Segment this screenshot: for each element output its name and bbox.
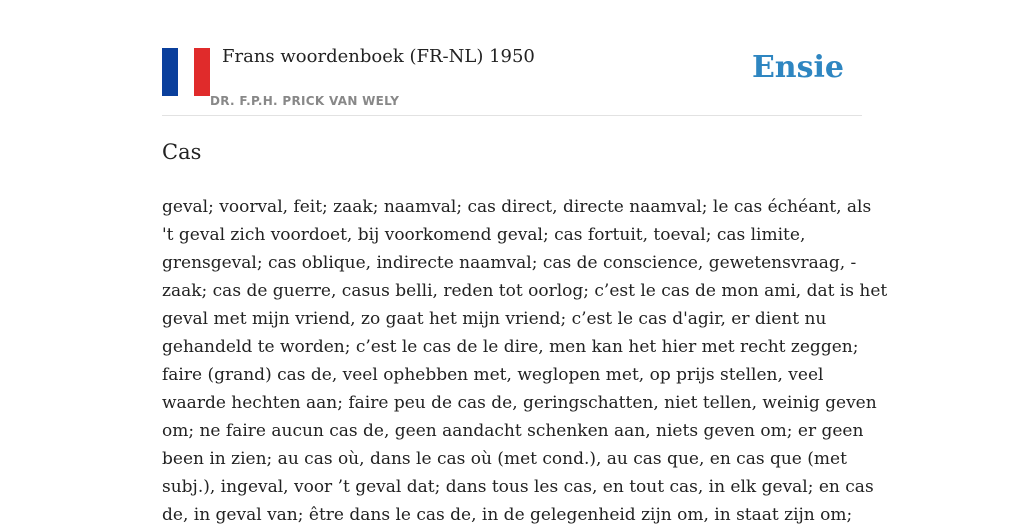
definition-line: om; ne faire aucun cas de, geen aandacht schenken aan, niets geven om; er geen	[162, 421, 864, 441]
dictionary-title[interactable]: Frans woordenboek (FR-NL) 1950	[222, 46, 535, 67]
france-flag-svg	[162, 48, 210, 96]
definition-line: 't geval zich voordoet, bij voorkomend geval; cas fortuit, toeval; cas limite,	[162, 225, 806, 245]
flag-white-band	[178, 48, 194, 96]
header-divider	[162, 115, 862, 116]
entry-title: Cas	[162, 140, 202, 164]
dictionary-author: DR. F.P.H. PRICK VAN WELY	[210, 94, 400, 108]
definition-line: geval met mijn vriend, zo gaat het mijn vriend; c’est le cas d'agir, er dient nu	[162, 309, 827, 329]
france-flag-icon	[162, 48, 210, 96]
definition-line: geval; voorval, feit; zaak; naamval; cas direct, directe naamval; le cas échéant, als	[162, 197, 872, 217]
definition-line: been in zien; au cas où, dans le cas où (met cond.), au cas que, en cas que (met	[162, 449, 847, 469]
definition-line: faire (grand) cas de, veel ophebben met, weglopen met, op prijs stellen, veel	[162, 365, 824, 385]
definition-line: de, in geval van; être dans le cas de, in de gelegenheid zijn om, in staat zijn om;	[162, 505, 853, 525]
definition-line: gehandeld te worden; c’est le cas de le dire, men kan het hier met recht zeggen;	[162, 337, 859, 357]
entry-definition	[162, 193, 888, 529]
definition-line: waarde hechten aan; faire peu de cas de, geringschatten, niet tellen, weinig geven	[162, 393, 877, 413]
definition-line: grensgeval; cas oblique, indirecte naamval; cas de conscience, gewetensvraag, -	[162, 253, 857, 273]
flag-blue-band	[162, 48, 178, 96]
flag-red-band	[194, 48, 210, 96]
dictionary-header	[162, 40, 862, 116]
ensie-logo-link[interactable]: Ensie	[751, 50, 844, 85]
definition-line: zaak; cas de guerre, casus belli, reden tot oorlog; c’est le cas de mon ami, dat is het	[162, 281, 888, 301]
definition-line: subj.), ingeval, voor ’t geval dat; dans tous les cas, en tout cas, in elk geval; en cas	[162, 477, 874, 497]
